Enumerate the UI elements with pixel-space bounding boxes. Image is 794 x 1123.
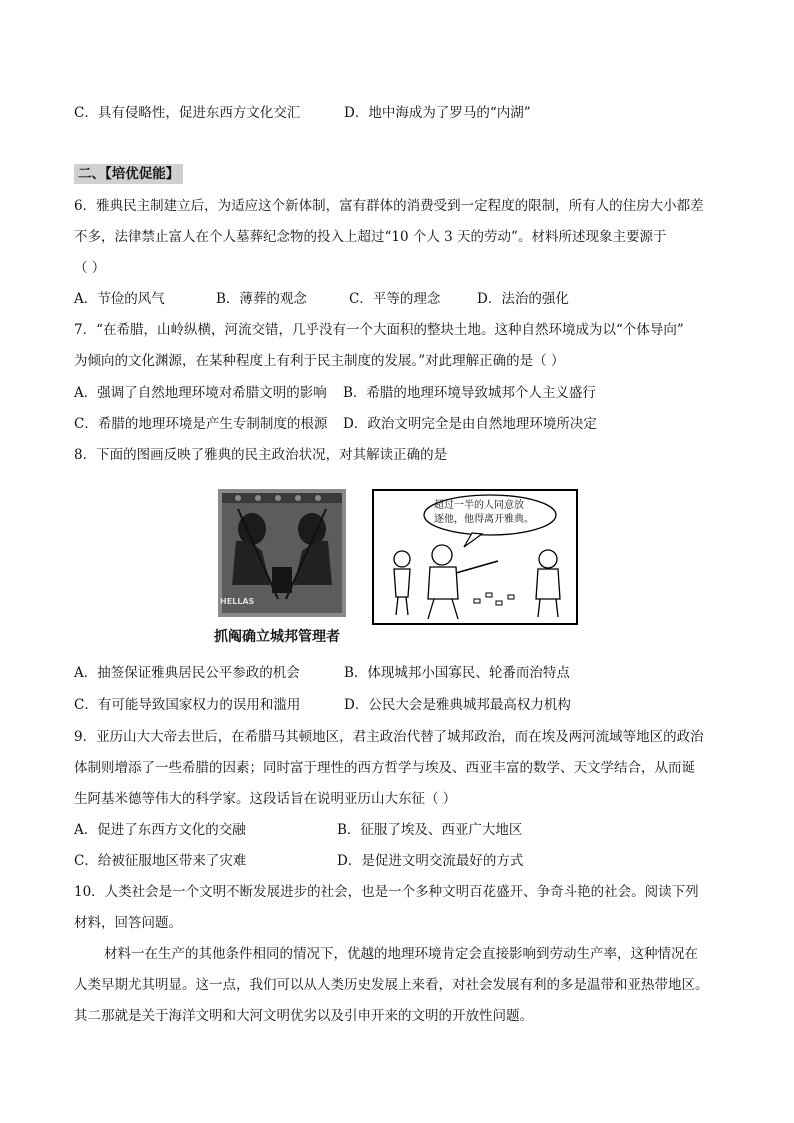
q7-line2: 为倾向的文化渊源，在某种程度上有利于民主制度的发展。”对此理解正确的是（ ） (74, 353, 565, 369)
q10-line1: 10．人类社会是一个文明不断发展进步的社会，也是一个多种文明百花盛开、争奇斗艳的社会。阅读下列 (74, 884, 699, 900)
q9-option-d: D．是促进文明交流最好的方式 (337, 853, 524, 869)
figure-caption: 抓阄确立城邦管理者 (214, 629, 340, 645)
ostracism-cartoon-image (372, 489, 578, 625)
vase-painting-image (218, 489, 346, 617)
q9-line2: 体制则增添了一些希腊的因素；同时富于理性的西方哲学与埃及、西亚丰富的数学、天文学结合，从而诞 (74, 760, 695, 776)
q6-line2: 不多，法律禁止富人在个人墓葬纪念物的投入上超过“10 个人 3 天的劳动”。材料所述现象主要源于 (74, 229, 667, 245)
q10-material-line1: 材料一在生产的其他条件相同的情况下，优越的地理环境肯定会直接影响到劳动生产率，这种情况在 (104, 946, 698, 962)
q9-option-c: C．给被征服地区带来了灾难 (74, 853, 247, 869)
q7-line1: 7．“在希腊，山岭纵横，河流交错，几乎没有一个大面积的整块土地。这种自然环境成为以“个体导向” (74, 322, 684, 338)
q6-line1: 6．雅典民主制建立后，为适应这个新体制，富有群体的消费受到一定程度的限制，所有人的住房大小都差 (74, 198, 704, 214)
q8-option-d: D．公民大会是雅典城邦最高权力机构 (344, 697, 571, 713)
q6-option-d: D．法治的强化 (477, 291, 569, 307)
q6-option-c: C．平等的理念 (349, 291, 441, 307)
section-title: 二、【培优促能】 (74, 164, 183, 184)
q10-material-line3: 其二那就是关于海洋文明和大河文明优劣以及引申开来的文明的开放性问题。 (74, 1008, 533, 1024)
q10-line2: 材料，回答问题。 (74, 915, 182, 931)
q7-option-b: B．希腊的地理环境导致城邦个人主义盛行 (343, 385, 596, 401)
option-d-prev: D．地中海成为了罗马的“内湖” (344, 105, 531, 121)
option-c-prev: C．具有侵略性，促进东西方文化交汇 (74, 105, 301, 121)
q6-line3: （ ） (74, 260, 106, 276)
q8-option-a: A．抽签保证雅典居民公平参政的机会 (74, 665, 300, 681)
q9-option-b: B．征服了埃及、西亚广大地区 (337, 822, 523, 838)
vase-label: HELLAS (220, 597, 255, 606)
q6-option-a: A．节俭的风气 (74, 291, 165, 307)
q9-option-a: A．促进了东西方文化的交融 (74, 822, 246, 838)
q7-option-a: A．强调了自然地理环境对希腊文明的影响 (74, 385, 327, 401)
q10-material-line2: 人类早期尤其明显。这一点，我们可以从人类历史发展上来看，对社会发展有利的多是温带和亚热带地区。 (74, 977, 709, 993)
q9-line1: 9．亚历山大大帝去世后，在希腊马其顿地区，君主政治代替了城邦政治，而在埃及两河流域等地区的政治 (74, 729, 704, 745)
q7-option-d: D．政治文明完全是由自然地理环境所决定 (343, 416, 597, 432)
q6-option-b: B．薄葬的观念 (216, 291, 307, 307)
bubble-text-2: 逐他，他得离开雅典。 (434, 514, 534, 525)
q8-line1: 8．下面的图画反映了雅典的民主政治状况，对其解读正确的是 (74, 447, 448, 463)
q7-option-c: C．希腊的地理环境是产生专制制度的根源 (74, 416, 328, 432)
q8-option-b: B．体现城邦小国寡民、轮番而治特点 (344, 665, 570, 681)
bubble-text-1: 超过一半的人同意放 (434, 500, 524, 511)
q9-line3: 生阿基米德等伟大的科学家。这段话旨在说明亚历山大东征（ ） (74, 791, 457, 807)
q8-option-c: C．有可能导致国家权力的误用和滥用 (74, 697, 301, 713)
